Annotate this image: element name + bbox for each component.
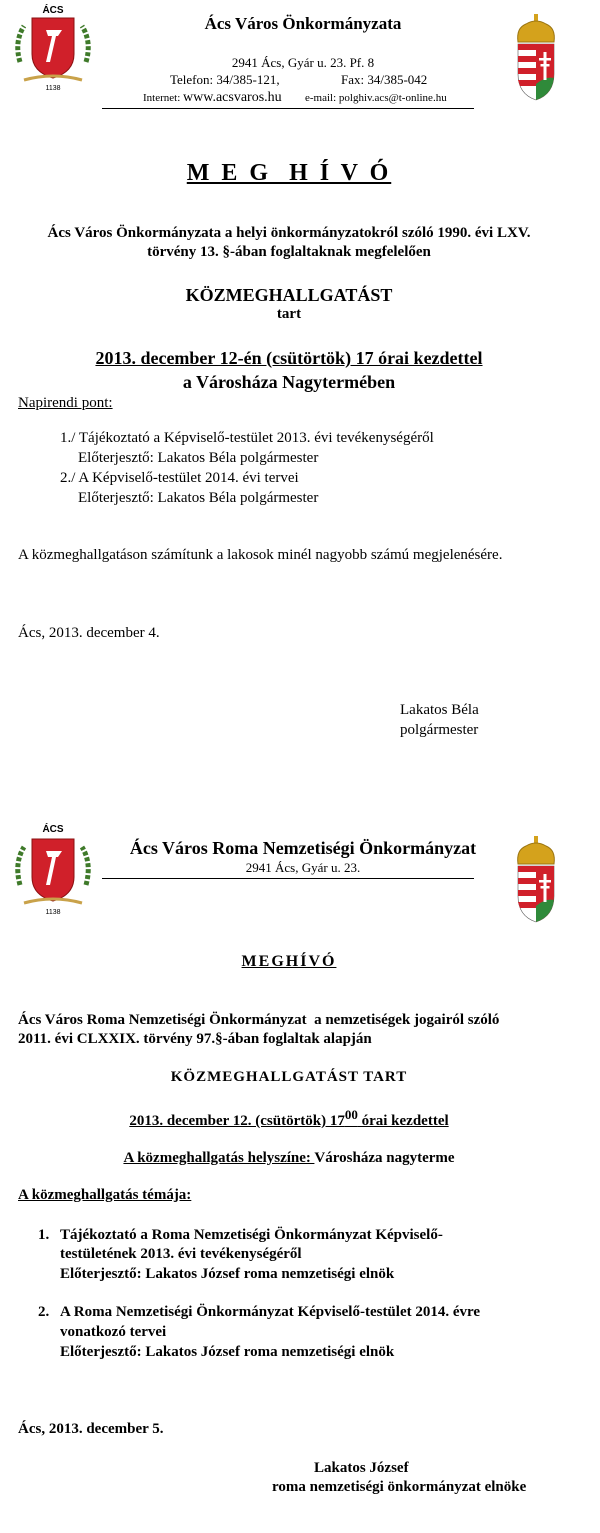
signer-title: polgármester [400,722,479,738]
event-date-main: 2013. december 12. (csütörtök) 17 [129,1113,345,1129]
hungarian-coat-of-arms [512,836,560,924]
venue-name: Városháza nagyterme [314,1150,455,1166]
org-email[interactable]: e-mail: polghiv.acs@t-online.hu [305,92,447,104]
topic-item-2-number: 2. [38,1304,50,1320]
signer-name: Lakatos József [314,1460,409,1476]
event-venue [0,1150,578,1167]
hungarian-coat-of-arms [512,14,560,102]
org-fax: Fax: 34/385-042 [341,72,428,87]
signer-title: roma nemzetiségi önkormányzat elnöke [272,1479,527,1495]
org-name: Ács Város Önkormányzata [204,14,402,33]
closing-text: A közmeghallgatáson számítunk a lakosok minél nagyobb számú megjelenésére. [18,547,503,563]
agenda-item-2-title: 2./ A Képviselő-testület 2014. évi tervei [60,470,299,486]
org-name: Ács Város Roma Nemzetiségi Önkormányzat [129,838,477,858]
venue-label: A közmeghallgatás helyszíne: [123,1150,315,1166]
town-crest-logo [10,821,96,916]
topic-label: A közmeghallgatás témája: [18,1187,192,1203]
crest-label: ÁCS [42,5,64,16]
header-divider [102,878,474,879]
topic-item-1-presenter: Előterjesztő: Lakatos József roma nemzetiségi elnök [60,1266,395,1282]
event-venue: a Városháza Nagytermében [182,372,396,392]
topic-item-2-line-1: A Roma Nemzetiségi Önkormányzat Képviselő-testület 2014. évre [60,1304,481,1320]
crest-label: ÁCS [42,824,64,835]
crest-year: 1138 [45,909,61,916]
org-address: 2941 Ács, Gyár u. 23. [245,860,361,875]
town-crest-logo [10,2,96,92]
place-date: Ács, 2013. december 5. [18,1421,164,1437]
intro-line-1: Ács Város Önkormányzata a helyi önkormányzatokról szóló 1990. évi LXV. [47,225,531,241]
hearing-heading: KÖZMEGHALLGATÁST TART [170,1069,408,1085]
event-date-suffix: órai kezdettel [357,1113,449,1129]
intro-line-2: törvény 13. §-ában foglaltaknak megfelelően [147,244,431,260]
intro-line-2: 2011. évi CLXXIX. törvény 97.§-ában foglaltak alapján [18,1031,372,1047]
topic-item-2-presenter: Előterjesztő: Lakatos József roma nemzetiségi elnök [60,1344,395,1360]
intro-line-1: Ács Város Roma Nemzetiségi Önkormányzat a nemzetiségek jogairól szóló [18,1012,500,1028]
topic-item-1-number: 1. [38,1227,50,1243]
event-time-minutes: 00 [344,1107,358,1122]
org-phone: Telefon: 34/385-121, [170,72,280,87]
crest-year: 1138 [45,85,61,92]
agenda-item-1-title: 1./ Tájékoztató a Képviselő-testület 2013. évi tevékenységéről [60,430,434,446]
agenda-item-2-presenter: Előterjesztő: Lakatos Béla polgármester [78,490,319,506]
invitation-title: M E G H Í V Ó [186,160,392,186]
event-date [0,1107,578,1130]
topic-item-1-line-2: testületének 2013. évi tevékenységéről [60,1246,302,1262]
header-divider [102,108,474,109]
hearing-heading: KÖZMEGHALLGATÁST [185,285,393,305]
topic-item-1-line-1: Tájékoztató a Roma Nemzetiségi Önkormányzat Képviselő- [60,1227,443,1243]
agenda-label: Napirendi pont: [18,395,113,411]
event-date: 2013. december 12-én (csütörtök) 17 órai kezdettel [95,348,483,368]
web-link[interactable]: www.acsvaros.hu [183,90,282,105]
invitation-title: MEGHÍVÓ [241,953,337,970]
org-web-line [143,90,282,106]
signer-name: Lakatos Béla [400,702,479,718]
agenda-item-1-presenter: Előterjesztő: Lakatos Béla polgármester [78,450,319,466]
web-prefix: Internet: [143,92,184,104]
place-date: Ács, 2013. december 4. [18,625,160,641]
org-address: 2941 Ács, Gyár u. 23. Pf. 8 [231,55,375,70]
hearing-heading-sub: tart [276,306,302,322]
topic-item-2-line-2: vonatkozó tervei [60,1324,167,1340]
